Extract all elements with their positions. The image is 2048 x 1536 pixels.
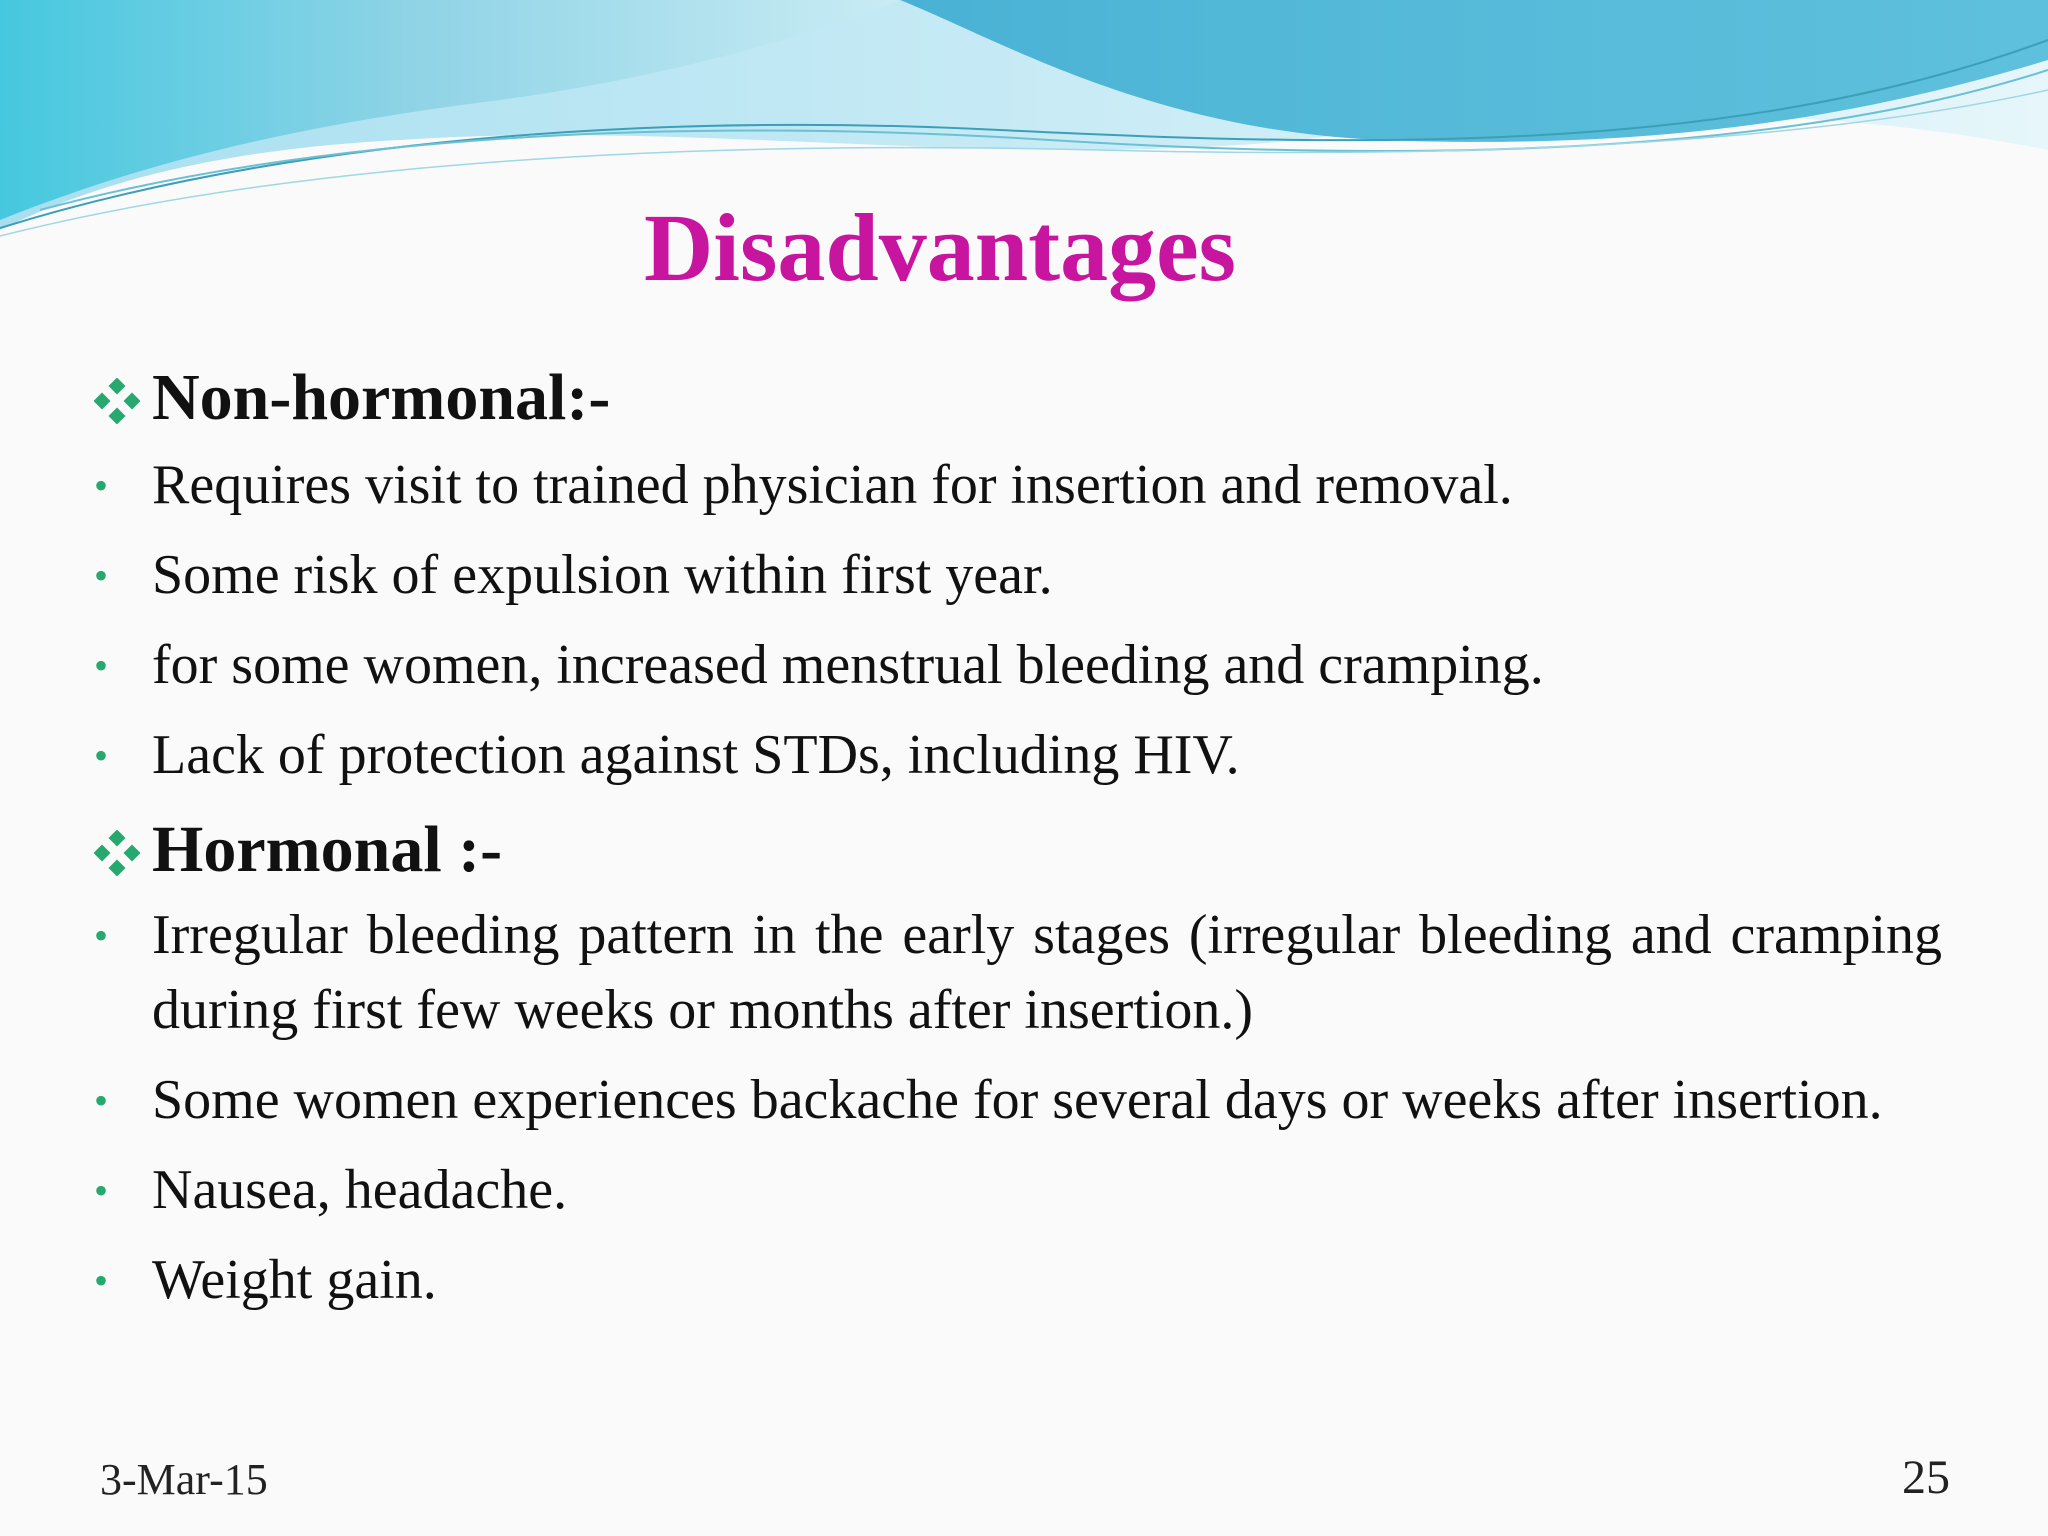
list-item-text: Some risk of expulsion within first year. [152,544,1053,606]
four-diamond-icon [94,378,140,424]
section-heading-hormonal [94,808,1942,892]
list-item [94,898,1942,1048]
footer-date: 3-Mar-15 [100,1455,268,1504]
bullet-dot-icon: • [94,643,109,688]
page-number: 25 [1902,1451,1950,1504]
bullet-dot-icon: • [94,463,109,508]
bullet-dot-icon: • [94,553,109,598]
bullet-dot-icon: • [94,1078,109,1123]
four-diamond-icon [94,830,140,876]
slide-content [94,356,1942,1333]
bullet-dot-icon: • [94,913,109,958]
list-item-text: Requires visit to trained physician for insertion and removal. [152,454,1513,516]
section-heading-non-hormonal [94,356,1942,440]
section-heading-label: Hormonal :- [152,813,503,886]
list-item-text: Some women experiences backache for several days or weeks after insertion. [152,1069,1883,1131]
list-item-text: Nausea, headache. [152,1159,568,1221]
list-item [94,628,1942,703]
list-item [94,1153,1942,1228]
slide-title: Disadvantages [643,194,1237,301]
list-item-text: for some women, increased menstrual bleeding and cramping. [152,634,1544,696]
list-item-text: Weight gain. [152,1249,437,1311]
section-heading-label: Non-hormonal:- [152,361,611,434]
bullet-dot-icon: • [94,1258,109,1303]
bullet-dot-icon: • [94,1168,109,1213]
list-item-text: Lack of protection against STDs, including HIV. [152,724,1240,786]
bullet-list-non-hormonal [94,448,1942,793]
list-item [94,1063,1942,1138]
bullet-list-hormonal [94,898,1942,1318]
bullet-dot-icon: • [94,733,109,778]
list-item [94,538,1942,613]
list-item-text: Irregular bleeding pattern in the early stages (irregular bleeding and cramping during first few weeks or months after insertion.) [152,904,1942,1041]
list-item [94,448,1942,523]
list-item [94,1243,1942,1318]
list-item [94,718,1942,793]
